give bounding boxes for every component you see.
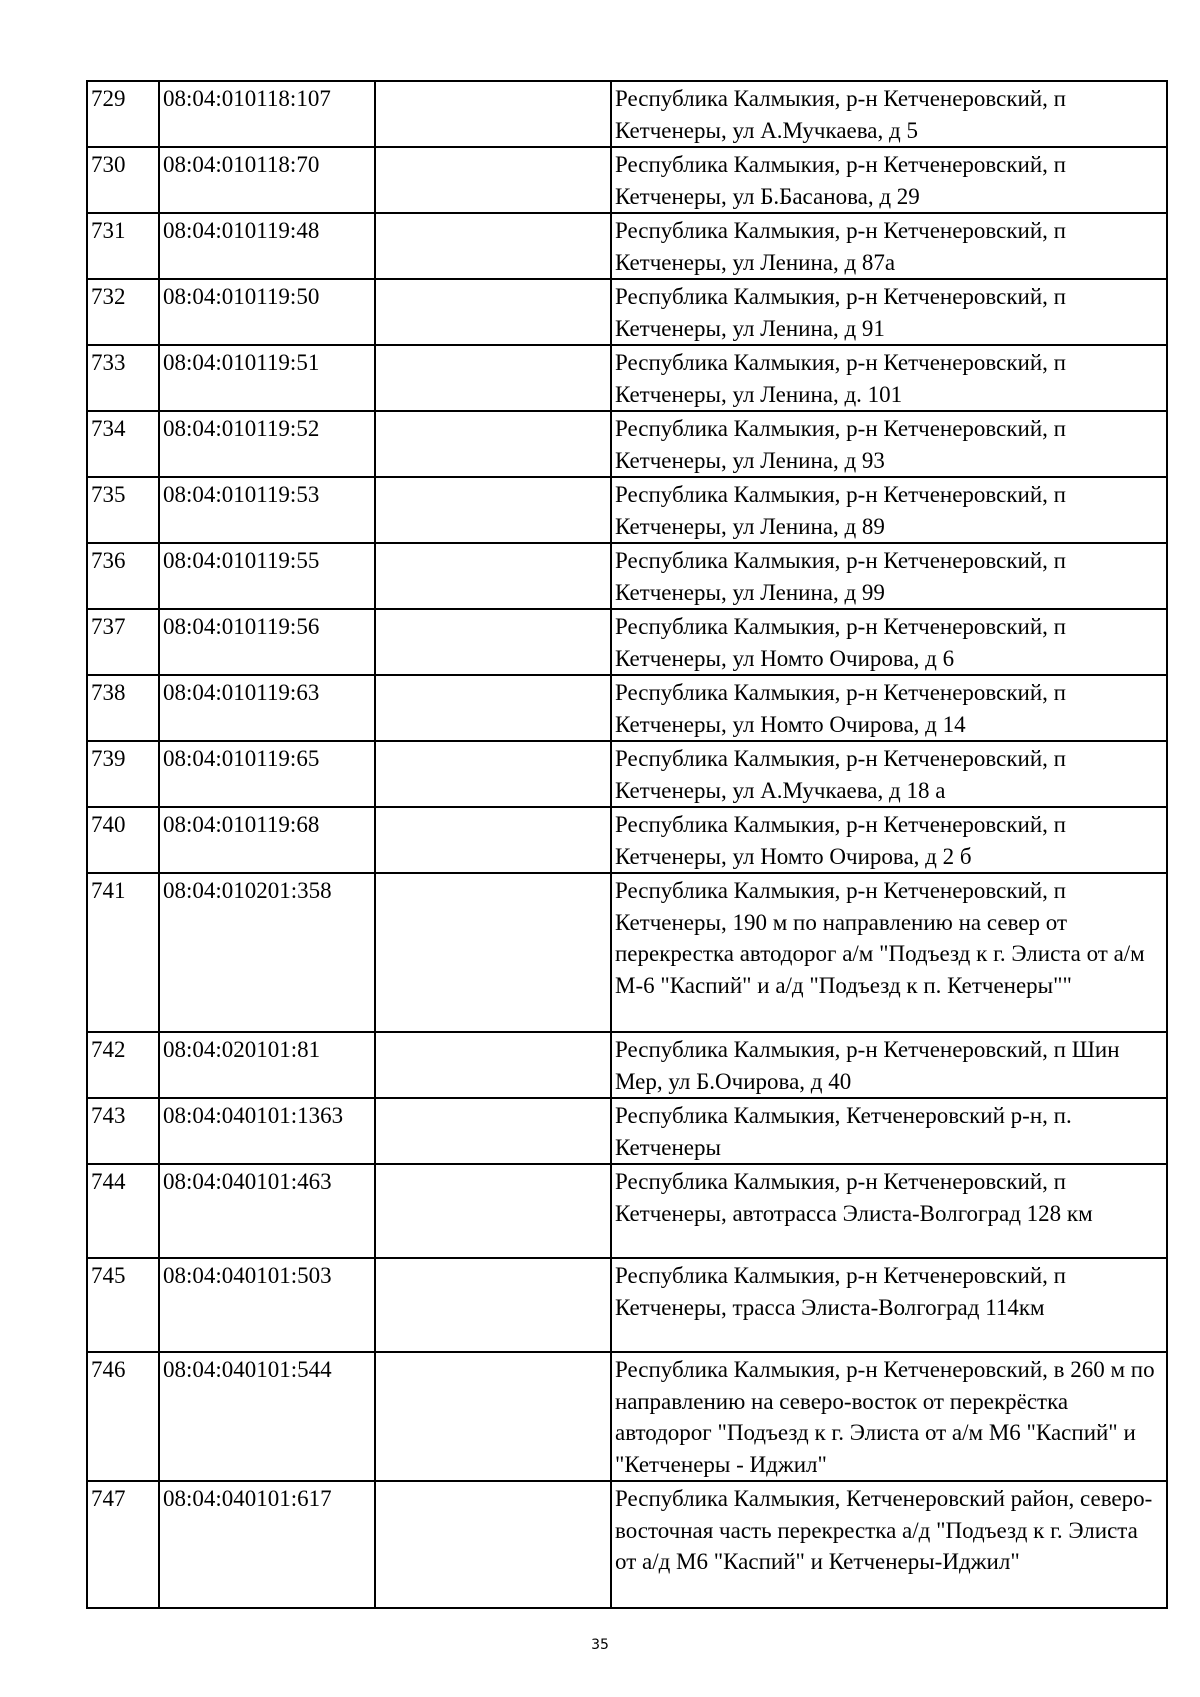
cadastral-number-cell: 08:04:010119:55 xyxy=(159,543,375,609)
cadastral-number-cell: 08:04:010119:65 xyxy=(159,741,375,807)
address-cell: Республика Калмыкия, р-н Кетченеровский, п Кетченеры, ул Ленина, д 93 xyxy=(611,411,1167,477)
empty-cell xyxy=(375,147,611,213)
table-row xyxy=(87,411,1167,477)
empty-cell xyxy=(375,345,611,411)
row-number-cell: 742 xyxy=(87,1032,159,1098)
address-cell: Республика Калмыкия, р-н Кетченеровский, п Шин Мер, ул Б.Очирова, д 40 xyxy=(611,1032,1167,1098)
table-row xyxy=(87,147,1167,213)
table-row xyxy=(87,609,1167,675)
registry-table xyxy=(86,80,1168,1609)
row-number-cell: 743 xyxy=(87,1098,159,1164)
empty-cell xyxy=(375,1481,611,1608)
empty-cell xyxy=(375,741,611,807)
table-row xyxy=(87,1098,1167,1164)
address-cell: Республика Калмыкия, р-н Кетченеровский, п Кетченеры, ул Ленина, д. 101 xyxy=(611,345,1167,411)
cadastral-number-cell: 08:04:010119:51 xyxy=(159,345,375,411)
empty-cell xyxy=(375,1032,611,1098)
row-number-cell: 738 xyxy=(87,675,159,741)
table-row xyxy=(87,81,1167,147)
table-row xyxy=(87,807,1167,873)
table-row xyxy=(87,279,1167,345)
address-cell: Республика Калмыкия, р-н Кетченеровский, п Кетченеры, ул Ленина, д 91 xyxy=(611,279,1167,345)
registry-table-body xyxy=(87,81,1167,1608)
address-cell: Республика Калмыкия, р-н Кетченеровский, п Кетченеры, ул Ленина, д 89 xyxy=(611,477,1167,543)
row-number-cell: 745 xyxy=(87,1258,159,1352)
address-cell: Республика Калмыкия, р-н Кетченеровский, п Кетченеры, ул Ленина, д 87а xyxy=(611,213,1167,279)
cadastral-number-cell: 08:04:040101:544 xyxy=(159,1352,375,1481)
cadastral-number-cell: 08:04:040101:617 xyxy=(159,1481,375,1608)
table-row xyxy=(87,1164,1167,1258)
cadastral-number-cell: 08:04:010119:48 xyxy=(159,213,375,279)
address-cell: Республика Калмыкия, р-н Кетченеровский, п Кетченеры, трасса Элиста-Волгоград 114км xyxy=(611,1258,1167,1352)
cadastral-number-cell: 08:04:040101:503 xyxy=(159,1258,375,1352)
table-row xyxy=(87,675,1167,741)
row-number-cell: 732 xyxy=(87,279,159,345)
row-number-cell: 729 xyxy=(87,81,159,147)
empty-cell xyxy=(375,411,611,477)
table-row xyxy=(87,1258,1167,1352)
address-cell: Республика Калмыкия, р-н Кетченеровский, п Кетченеры, автотрасса Элиста-Волгоград 128 км xyxy=(611,1164,1167,1258)
row-number-cell: 733 xyxy=(87,345,159,411)
row-number-cell: 731 xyxy=(87,213,159,279)
empty-cell xyxy=(375,1164,611,1258)
row-number-cell: 747 xyxy=(87,1481,159,1608)
empty-cell xyxy=(375,1098,611,1164)
address-cell: Республика Калмыкия, р-н Кетченеровский, п Кетченеры, 190 м по направлению на север от перекрестка автодорог а/м "Подъезд к г. Элиста от а/м М-6 "Каспий" и а/д "Подъезд к п. Кетченеры"" xyxy=(611,873,1167,1032)
cadastral-number-cell: 08:04:010201:358 xyxy=(159,873,375,1032)
address-cell: Республика Калмыкия, р-н Кетченеровский, п Кетченеры, ул Номто Очирова, д 6 xyxy=(611,609,1167,675)
table-row xyxy=(87,873,1167,1032)
table-row xyxy=(87,543,1167,609)
table-row xyxy=(87,1032,1167,1098)
table-row xyxy=(87,345,1167,411)
empty-cell xyxy=(375,873,611,1032)
row-number-cell: 730 xyxy=(87,147,159,213)
address-cell: Республика Калмыкия, р-н Кетченеровский, в 260 м по направлению на северо-восток от перекрёстка автодорог "Подъезд к г. Элиста от а/м М6 "Каспий" и "Кетченеры - Иджил" xyxy=(611,1352,1167,1481)
row-number-cell: 741 xyxy=(87,873,159,1032)
table-row xyxy=(87,1481,1167,1608)
row-number-cell: 737 xyxy=(87,609,159,675)
empty-cell xyxy=(375,213,611,279)
row-number-cell: 746 xyxy=(87,1352,159,1481)
address-cell: Республика Калмыкия, р-н Кетченеровский, п Кетченеры, ул Номто Очирова, д 14 xyxy=(611,675,1167,741)
empty-cell xyxy=(375,81,611,147)
cadastral-number-cell: 08:04:010119:56 xyxy=(159,609,375,675)
address-cell: Республика Калмыкия, р-н Кетченеровский, п Кетченеры, ул А.Мучкаева, д 5 xyxy=(611,81,1167,147)
empty-cell xyxy=(375,1352,611,1481)
cadastral-number-cell: 08:04:010119:53 xyxy=(159,477,375,543)
table-row xyxy=(87,1352,1167,1481)
cadastral-number-cell: 08:04:010118:107 xyxy=(159,81,375,147)
row-number-cell: 735 xyxy=(87,477,159,543)
row-number-cell: 739 xyxy=(87,741,159,807)
cadastral-number-cell: 08:04:010118:70 xyxy=(159,147,375,213)
empty-cell xyxy=(375,675,611,741)
cadastral-number-cell: 08:04:010119:50 xyxy=(159,279,375,345)
empty-cell xyxy=(375,609,611,675)
row-number-cell: 744 xyxy=(87,1164,159,1258)
table-row xyxy=(87,213,1167,279)
address-cell: Республика Калмыкия, Кетченеровский р-н, п. Кетченеры xyxy=(611,1098,1167,1164)
cadastral-number-cell: 08:04:020101:81 xyxy=(159,1032,375,1098)
address-cell: Республика Калмыкия, р-н Кетченеровский, п Кетченеры, ул А.Мучкаева, д 18 а xyxy=(611,741,1167,807)
empty-cell xyxy=(375,807,611,873)
cadastral-number-cell: 08:04:010119:52 xyxy=(159,411,375,477)
address-cell: Республика Калмыкия, р-н Кетченеровский, п Кетченеры, ул Б.Басанова, д 29 xyxy=(611,147,1167,213)
empty-cell xyxy=(375,1258,611,1352)
address-cell: Республика Калмыкия, р-н Кетченеровский, п Кетченеры, ул Ленина, д 99 xyxy=(611,543,1167,609)
cadastral-number-cell: 08:04:040101:1363 xyxy=(159,1098,375,1164)
empty-cell xyxy=(375,279,611,345)
cadastral-number-cell: 08:04:010119:63 xyxy=(159,675,375,741)
cadastral-number-cell: 08:04:010119:68 xyxy=(159,807,375,873)
row-number-cell: 734 xyxy=(87,411,159,477)
table-row xyxy=(87,477,1167,543)
address-cell: Республика Калмыкия, р-н Кетченеровский, п Кетченеры, ул Номто Очирова, д 2 б xyxy=(611,807,1167,873)
row-number-cell: 740 xyxy=(87,807,159,873)
empty-cell xyxy=(375,477,611,543)
address-cell: Республика Калмыкия, Кетченеровский район, северо-восточная часть перекрестка а/д "Подъезд к г. Элиста от а/д М6 "Каспий" и Кетченеры-Иджил" xyxy=(611,1481,1167,1608)
empty-cell xyxy=(375,543,611,609)
table-row xyxy=(87,741,1167,807)
row-number-cell: 736 xyxy=(87,543,159,609)
cadastral-number-cell: 08:04:040101:463 xyxy=(159,1164,375,1258)
page-number: 35 xyxy=(591,1637,609,1653)
